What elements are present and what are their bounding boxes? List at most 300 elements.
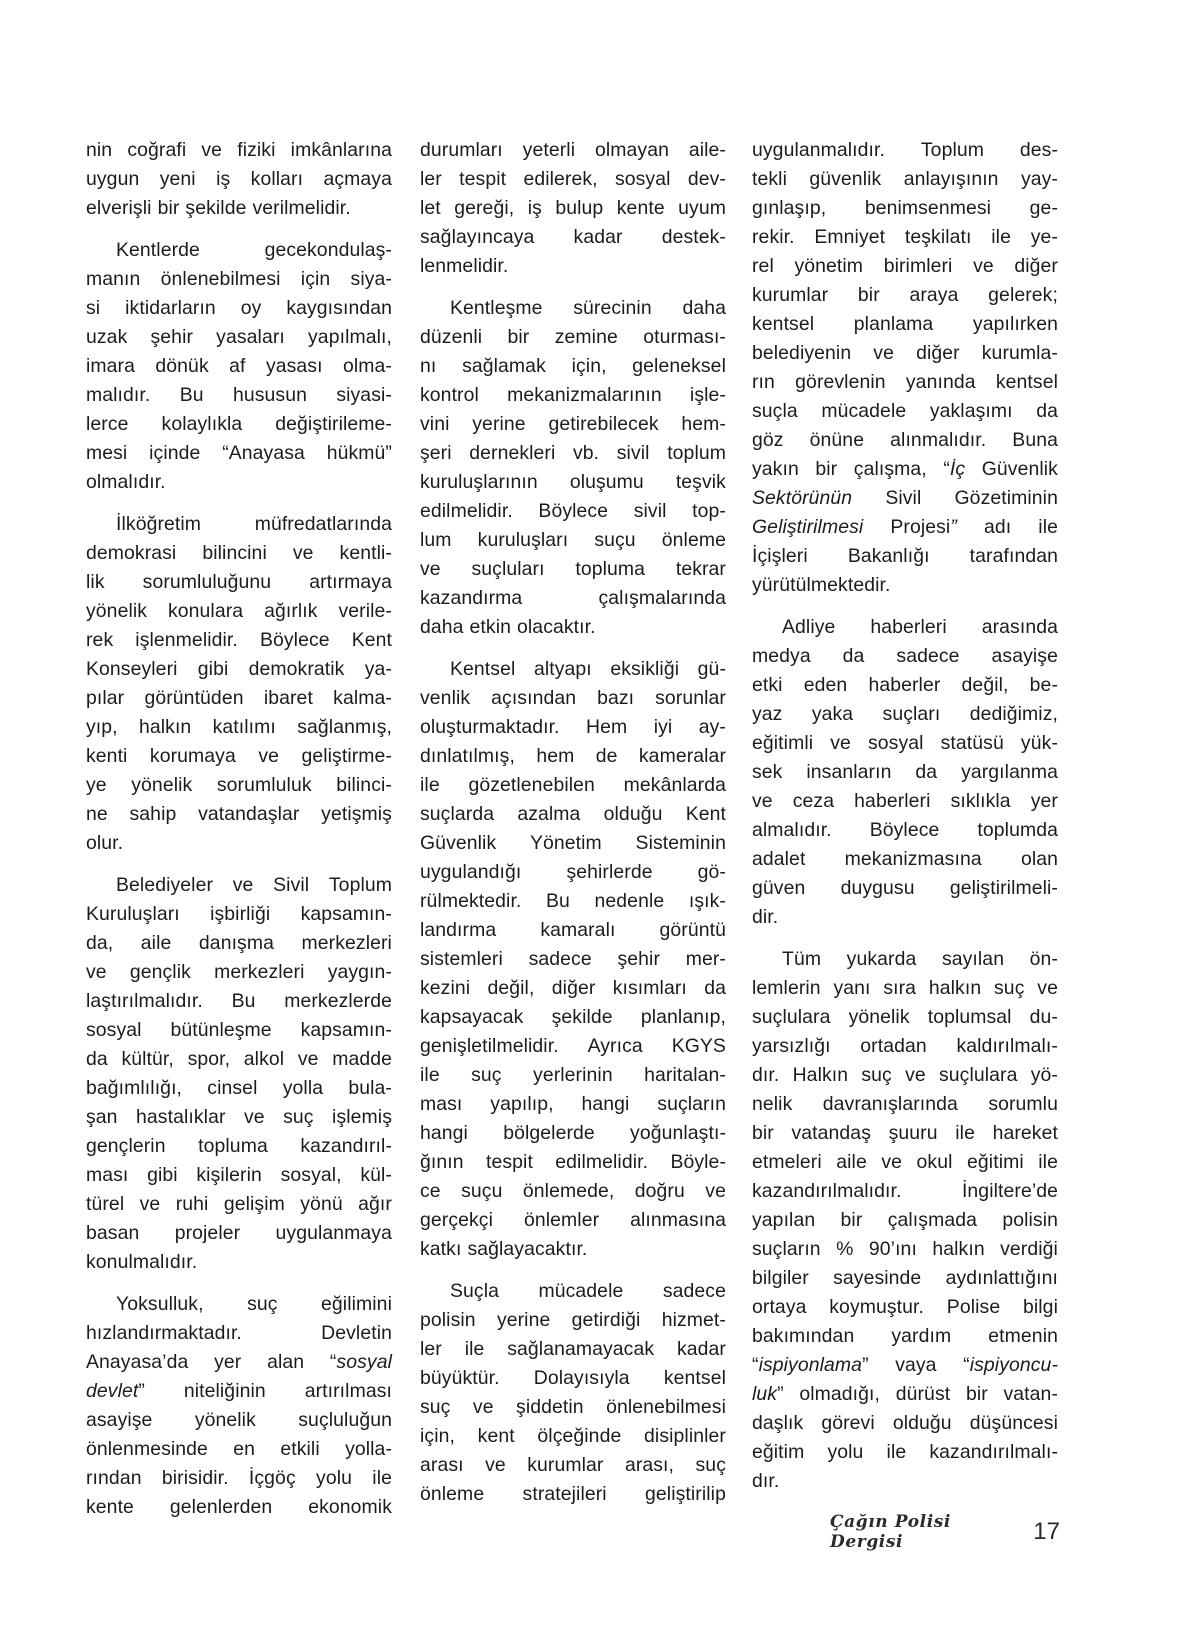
word: yapılan	[752, 1209, 816, 1231]
word: da	[915, 761, 938, 783]
text-line	[752, 165, 1058, 194]
word: İçişleri	[752, 545, 808, 567]
word: nı	[420, 355, 437, 377]
text-line	[752, 1409, 1058, 1438]
text-line	[752, 484, 1058, 513]
word: da	[1036, 400, 1058, 422]
word: Polise	[946, 1296, 1001, 1318]
word: kentsel	[995, 371, 1058, 393]
word: önlenebilmesi	[160, 268, 281, 290]
word: halkın	[928, 977, 982, 999]
word: en	[233, 1438, 256, 1460]
text-line	[752, 571, 1058, 600]
word: suçlulara	[938, 1064, 1018, 1086]
text-line	[86, 323, 392, 352]
word: bilgiler	[752, 1267, 809, 1289]
text-line	[420, 410, 726, 439]
word: tekrar	[675, 558, 726, 580]
word: haritalan-	[644, 1064, 726, 1086]
paragraph	[86, 136, 392, 223]
word: değil,	[961, 674, 1009, 696]
word: yeterli	[522, 139, 576, 161]
word: edilmelidir.	[555, 1151, 649, 1173]
word: polisin	[1002, 1209, 1058, 1231]
text-line	[752, 1148, 1058, 1177]
word: ması	[420, 1093, 463, 1115]
word: “ispiyoncu-	[963, 1354, 1058, 1376]
text-line	[420, 468, 726, 497]
text-line	[420, 800, 726, 829]
word: kente	[86, 1496, 134, 1518]
paragraph-gap	[420, 1264, 726, 1277]
text-line	[86, 136, 392, 165]
word: tespit	[459, 168, 507, 190]
word: etkili	[280, 1438, 320, 1460]
word: görüntüden	[144, 687, 244, 709]
word: ay-	[698, 716, 726, 738]
word: Hem	[586, 716, 628, 738]
text-line	[420, 352, 726, 381]
word: gençlerin	[86, 1135, 166, 1157]
word: Güvenlik	[420, 832, 497, 854]
word: ile	[420, 774, 440, 796]
word: büyüktür.	[420, 1367, 500, 1389]
word: suçların	[752, 1238, 821, 1260]
word: ve	[905, 1064, 926, 1086]
word: geleneksel	[632, 355, 726, 377]
text-line	[752, 671, 1058, 700]
word: suç	[420, 1396, 451, 1418]
text-line	[420, 613, 726, 642]
word: sadece	[896, 645, 960, 667]
word: demokrasi	[86, 542, 177, 564]
text-line	[420, 1335, 726, 1364]
word: yürütülmektedir.	[752, 574, 891, 596]
text-line	[86, 1493, 392, 1522]
word: geliştirilmeli-	[949, 877, 1058, 899]
word: yaygın-	[327, 961, 392, 983]
word: eğilimini	[321, 1293, 392, 1315]
word: sıklıkla	[950, 790, 1011, 812]
word: teşvik	[675, 471, 726, 493]
word: kül-	[360, 1164, 392, 1186]
word: ve	[201, 139, 223, 161]
word: Konseyleri	[86, 658, 178, 680]
word: dürüst	[895, 1383, 951, 1405]
word: şehir	[150, 326, 194, 348]
word: gibi	[197, 658, 229, 680]
paragraph	[86, 236, 392, 497]
word: Suçla	[450, 1280, 500, 1302]
word: eksikliği	[610, 658, 680, 680]
word: disiplinler	[644, 1425, 726, 1447]
word: kadar	[573, 226, 623, 248]
text-line	[420, 1393, 726, 1422]
word: yasaları	[216, 326, 285, 348]
word: önüne	[809, 429, 865, 451]
word: bütünleşme	[170, 1019, 272, 1041]
word: sadece	[662, 1280, 726, 1302]
word: hangi	[420, 1122, 468, 1144]
magazine-title: Çağın Polisi Dergisi	[830, 1512, 951, 1552]
word: çalışma,	[853, 458, 927, 480]
word: dev-	[687, 168, 726, 190]
text-line	[86, 165, 392, 194]
text-line	[752, 1090, 1058, 1119]
word: sivil	[616, 442, 650, 464]
word: tespit	[485, 1151, 533, 1173]
word: etmeleri	[752, 1151, 822, 1173]
word: rından	[86, 1467, 142, 1489]
word: açısından	[491, 687, 577, 709]
word: suç	[994, 977, 1025, 999]
word: Yönetim	[529, 832, 602, 854]
word: ve	[881, 1151, 903, 1173]
text-line	[420, 252, 726, 281]
word: mekanizmalarının	[507, 384, 662, 406]
text-line	[752, 281, 1058, 310]
word: olma-	[343, 355, 392, 377]
word: suçla	[752, 400, 798, 422]
word: da,	[86, 932, 114, 954]
word: kezini	[420, 977, 471, 999]
word: şeri	[420, 442, 452, 464]
word: hükmü”	[326, 442, 392, 464]
word: bula-	[348, 1077, 392, 1099]
word: şan	[86, 1106, 118, 1128]
word: İngiltere’de	[961, 1180, 1058, 1202]
page-footer	[830, 1512, 1060, 1552]
word: af	[229, 355, 246, 377]
word: ile	[955, 1122, 975, 1144]
text-line	[752, 903, 1058, 932]
word: nedenle	[594, 890, 665, 912]
word: gözetlenebilen	[468, 774, 595, 796]
word: belediyenin	[752, 342, 852, 364]
word: olmalıdır.	[86, 471, 166, 493]
word: Bu	[231, 990, 256, 1012]
word: vb.	[573, 442, 600, 464]
word: daşlık	[752, 1412, 804, 1434]
text-line	[420, 713, 726, 742]
word: suçları	[882, 703, 941, 725]
word: Kentlerde	[116, 239, 200, 261]
word: bilincini	[202, 542, 267, 564]
word: kente	[616, 197, 665, 219]
word: madde	[332, 1048, 392, 1070]
word: önleme	[661, 529, 726, 551]
word: manın	[86, 268, 141, 290]
word: ile	[886, 1441, 907, 1463]
word: lenmelidir.	[420, 255, 509, 277]
word: uygun	[86, 168, 140, 190]
text-line	[86, 800, 392, 829]
word: mücadele	[538, 1280, 624, 1302]
text-line	[752, 1119, 1058, 1148]
word: yarsızlığı	[752, 1035, 831, 1057]
text-line	[752, 397, 1058, 426]
word: şehir	[617, 948, 660, 970]
word: yaklaşımı	[929, 400, 1013, 422]
word: kazandırma	[420, 587, 523, 609]
word: luk”	[752, 1383, 784, 1405]
word: gereği,	[454, 197, 515, 219]
word: ye	[86, 774, 107, 796]
word: işlenmelidir.	[135, 629, 238, 651]
word: getirebilecek	[548, 413, 659, 435]
word: kadar	[676, 1338, 726, 1360]
word: “ispiyonlama”	[752, 1354, 869, 1376]
word: uygulanmaya	[275, 1222, 392, 1244]
word: stratejileri	[522, 1483, 607, 1505]
word: planlama	[853, 313, 934, 335]
word: oluşumu	[569, 471, 644, 493]
text-line	[420, 1119, 726, 1148]
word: yönelik	[194, 1409, 256, 1431]
word: ve	[973, 255, 994, 277]
word: ması	[86, 1164, 129, 1186]
word: Dolayısıyla	[533, 1367, 630, 1389]
word: ve	[297, 1048, 319, 1070]
paragraph	[420, 1277, 726, 1509]
word: Buna	[1012, 429, 1058, 451]
word: alkol	[243, 1048, 285, 1070]
word: için,	[571, 355, 607, 377]
paragraph	[752, 945, 1058, 1496]
word: du-	[1029, 1006, 1058, 1028]
word: hangi	[581, 1093, 630, 1115]
word: genişletilmelidir.	[420, 1035, 559, 1057]
word: olduğu	[892, 1412, 952, 1434]
word: yapılmalı,	[308, 326, 392, 348]
word: yer	[1030, 790, 1058, 812]
word: halkın	[138, 716, 192, 738]
word: aile-	[688, 139, 726, 161]
word: bir	[752, 1122, 774, 1144]
word: vaya	[895, 1354, 937, 1376]
word: gö-	[697, 861, 726, 883]
word: daha	[420, 616, 464, 638]
word: görevi	[821, 1412, 875, 1434]
word: coğrafi	[127, 139, 187, 161]
word: kapsayacak	[420, 1006, 524, 1028]
word: ölçeğinde	[537, 1425, 622, 1447]
paragraph-gap	[86, 497, 392, 510]
text-line	[752, 1177, 1058, 1206]
word: sorumluluk	[216, 774, 312, 796]
word: olan	[1020, 848, 1058, 870]
word: suçlulara	[752, 1006, 831, 1028]
text-line	[86, 958, 392, 987]
word: yönetim	[794, 255, 864, 277]
paragraph-gap	[86, 1277, 392, 1290]
word: da	[704, 977, 726, 999]
word: sosyal	[86, 1019, 142, 1041]
word: Sivil	[885, 487, 922, 509]
word: “Anayasa	[222, 442, 305, 464]
word: Toplum	[328, 874, 392, 896]
page-number: 17	[1033, 1518, 1060, 1545]
word: kentsel	[663, 1367, 726, 1389]
word: eğitimli	[752, 732, 814, 754]
word: ve	[139, 1193, 161, 1215]
word: şiddetin	[516, 1396, 584, 1418]
word: ve	[705, 1180, 726, 1202]
word: sadece	[528, 948, 592, 970]
text-line	[752, 1264, 1058, 1293]
word: dernekleri	[469, 442, 556, 464]
word: demokratik	[248, 658, 345, 680]
word: kameralar	[638, 745, 726, 767]
text-line	[420, 1003, 726, 1032]
word: venlik	[420, 687, 471, 709]
word: kent	[477, 1425, 515, 1447]
word: ve	[232, 874, 254, 896]
word: yakın	[752, 458, 799, 480]
word: eğitim	[752, 1441, 805, 1463]
text-line	[86, 1016, 392, 1045]
text-column-3	[752, 136, 1058, 1496]
word: konulmalıdır.	[86, 1251, 198, 1273]
paragraph-gap	[752, 932, 1058, 945]
word: ve	[752, 790, 773, 812]
word: önlemede,	[522, 1180, 615, 1202]
word: projeler	[174, 1222, 241, 1244]
text-line	[420, 1032, 726, 1061]
word: ceza	[792, 790, 835, 812]
word: toplumsal	[927, 1006, 1012, 1028]
text-line	[420, 771, 726, 800]
word: da	[86, 1048, 108, 1070]
text-line	[420, 165, 726, 194]
word: anlayışının	[903, 168, 999, 190]
text-line	[86, 1132, 392, 1161]
text-line	[752, 1467, 1058, 1496]
word: kentli-	[339, 542, 392, 564]
text-line	[752, 426, 1058, 455]
word: yargılanma	[961, 761, 1058, 783]
word: basan	[86, 1222, 140, 1244]
text-line	[420, 1061, 726, 1090]
word: kurumla-	[981, 342, 1058, 364]
word: suçların	[657, 1093, 726, 1115]
text-line	[86, 1161, 392, 1190]
word: işlemiş	[332, 1106, 392, 1128]
word: suç	[695, 1454, 726, 1476]
word: ye-	[1030, 226, 1058, 248]
word: merkezleri	[301, 932, 392, 954]
word: sek	[752, 761, 783, 783]
word: ya-	[364, 658, 392, 680]
word: uygulanmalıdır.	[752, 139, 886, 161]
text-line	[752, 1351, 1058, 1380]
word: aydınlattığını	[945, 1267, 1058, 1289]
word: yetişmiş	[321, 803, 392, 825]
word: hususun	[232, 384, 307, 406]
word: suçu	[461, 1180, 503, 1202]
word: suçu	[594, 529, 636, 551]
word: kuruluşlarının	[420, 471, 538, 493]
word: ruhi	[175, 1193, 209, 1215]
word: topluma	[198, 1135, 268, 1157]
word: yeni	[159, 168, 196, 190]
text-line	[86, 771, 392, 800]
word: sosyal,	[280, 1164, 342, 1186]
word: düzenli	[420, 326, 483, 348]
word: oturması-	[643, 326, 726, 348]
text-line	[752, 787, 1058, 816]
word: durumları	[420, 139, 503, 161]
paragraph	[752, 136, 1058, 600]
text-line	[86, 1377, 392, 1406]
word: des-	[1019, 139, 1058, 161]
word: ve	[86, 961, 107, 983]
word: işle-	[689, 384, 726, 406]
word: duygusu	[840, 877, 915, 899]
word: türel	[86, 1193, 125, 1215]
word: adı	[983, 516, 1012, 538]
word: halkın	[932, 1238, 985, 1260]
word: top-	[692, 500, 726, 522]
word: görüntü	[659, 919, 726, 941]
word: gü-	[697, 658, 726, 680]
word: olacaktır.	[517, 616, 596, 638]
word: aile	[836, 1151, 867, 1173]
word: açmaya	[323, 168, 392, 190]
word: gecekondulaş-	[264, 239, 392, 261]
text-line	[752, 729, 1058, 758]
word: sağlanmış,	[297, 716, 392, 738]
word: lik	[86, 571, 105, 593]
text-line	[86, 929, 392, 958]
word: arası	[420, 1454, 464, 1476]
text-line	[752, 1032, 1058, 1061]
text-line	[86, 742, 392, 771]
word: yönelik	[848, 1006, 910, 1028]
word: koymuştur.	[829, 1296, 925, 1318]
text-line	[420, 916, 726, 945]
word: gelişim	[223, 1193, 285, 1215]
text-line	[86, 468, 392, 497]
word: çalışmada	[887, 1209, 977, 1231]
word: suç	[283, 1106, 314, 1128]
paragraph	[752, 613, 1058, 932]
word: olmadığı,	[799, 1383, 881, 1405]
word: kentsel	[752, 313, 815, 335]
text-line	[86, 510, 392, 539]
word: haberleri	[854, 790, 931, 812]
word: ve	[830, 732, 851, 754]
text-line	[86, 439, 392, 468]
word: suç	[861, 1064, 892, 1086]
word: suç	[471, 1064, 502, 1086]
text-line	[752, 223, 1058, 252]
word: alan	[267, 1351, 305, 1373]
word: değiştirileme-	[275, 413, 392, 435]
word: verile-	[338, 600, 392, 622]
word: olduğu	[603, 803, 663, 825]
word: sağlayacaktır.	[467, 1238, 588, 1260]
word: aile	[140, 932, 172, 954]
word: bir	[840, 1209, 863, 1231]
word: Sisteminin	[635, 832, 726, 854]
word: Bu	[546, 890, 570, 912]
word: cinsel	[207, 1077, 258, 1099]
text-line	[420, 887, 726, 916]
word: sorumluluğunu	[142, 571, 272, 593]
word: ışık-	[688, 890, 726, 912]
word: edilerek,	[523, 168, 598, 190]
